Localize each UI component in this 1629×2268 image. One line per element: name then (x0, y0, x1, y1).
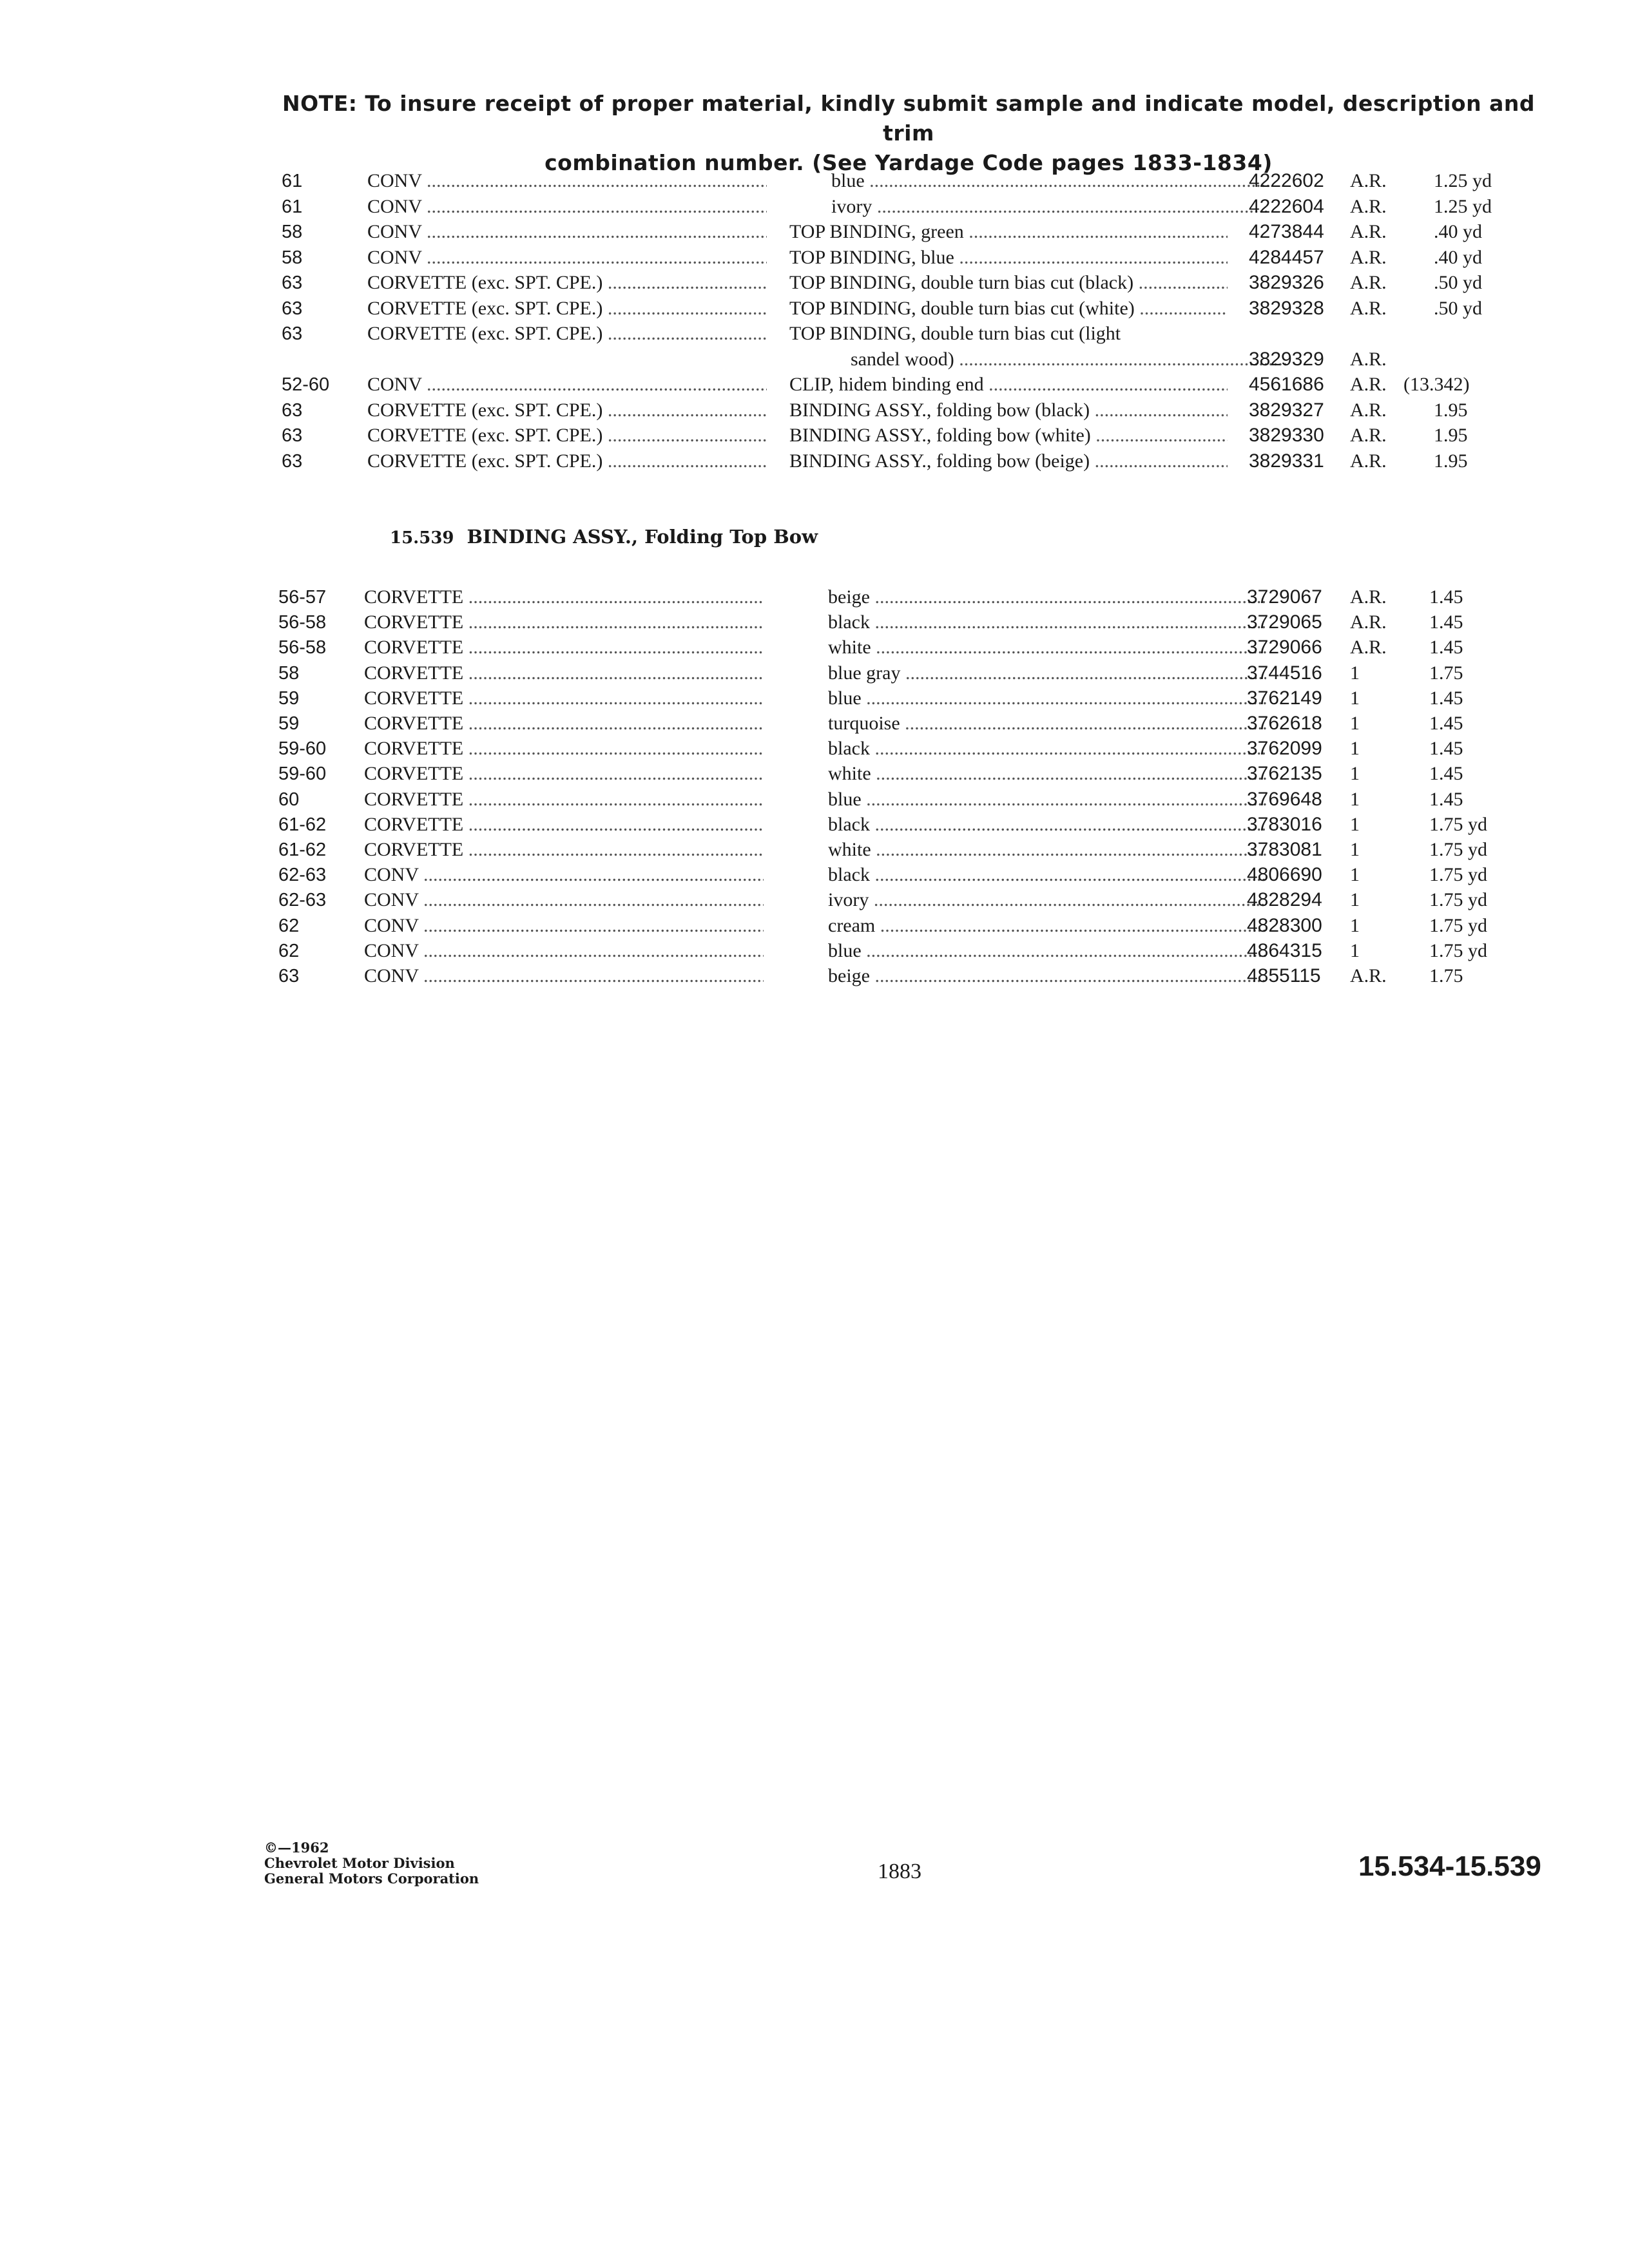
description-cell: beige ..... (828, 964, 1266, 988)
model-cell: CORVETTE ..... (364, 787, 764, 812)
description-cell: TOP BINDING, green ..... (789, 220, 1228, 244)
year-cell: 63 (282, 298, 303, 319)
quantity-cell: A.R. (1350, 637, 1387, 658)
model-cell: CORVETTE (exc. SPT. CPE.) ..... (367, 296, 767, 321)
year-cell: 56-58 (278, 612, 327, 633)
price-cell: 1.75 yd (1429, 939, 1487, 961)
price-cell: 1.45 (1429, 738, 1463, 760)
description-cell: TOP BINDING, double turn bias cut (light (789, 323, 1121, 344)
price-cell: (13.342) (1403, 374, 1470, 395)
model-cell: CONV ..... (367, 169, 767, 193)
year-cell: 58 (282, 222, 303, 242)
year-cell: 58 (282, 247, 303, 268)
year-cell: 61-62 (278, 840, 327, 860)
section-title (390, 526, 818, 548)
quantity-cell: 1 (1350, 839, 1360, 860)
part-number-cell: 3769648 (1247, 788, 1322, 810)
model-cell: CORVETTE ..... (364, 711, 764, 736)
note-line-2: combination number. (See Yardage Code pages 1833-1834) (545, 150, 1273, 175)
part-number-cell: 4273844 (1249, 221, 1324, 242)
description-cell: blue ..... (828, 686, 1266, 711)
model-cell: CORVETTE ..... (364, 838, 764, 862)
part-number-cell: 3783081 (1247, 839, 1322, 860)
model-cell: CORVETTE ..... (364, 610, 764, 635)
quantity-cell: 1 (1350, 687, 1360, 709)
year-cell: 62-63 (278, 865, 327, 886)
description-cell: blue gray ..... (828, 661, 1266, 686)
quantity-cell: 1 (1350, 864, 1360, 886)
year-cell: 62 (278, 940, 300, 961)
description-cell: ivory ..... (828, 888, 1266, 912)
price-cell: .40 yd (1434, 221, 1482, 242)
quantity-cell: A.R. (1350, 611, 1387, 633)
description-cell: white ..... (828, 762, 1266, 786)
description-cell: blue ..... (828, 939, 1266, 963)
year-cell: 63 (282, 323, 303, 344)
part-number-cell: 4828300 (1247, 914, 1322, 936)
model-cell: CONV ..... (367, 245, 767, 270)
price-cell: 1.45 (1429, 586, 1463, 608)
description-cell: CLIP, hidem binding end ..... (789, 372, 1228, 397)
model-cell: CONV ..... (367, 195, 767, 219)
year-cell: 59-60 (278, 738, 327, 760)
description-cell: blue ..... (828, 787, 1266, 812)
price-cell: 1.75 yd (1429, 864, 1487, 886)
price-cell: 1.45 (1429, 687, 1463, 709)
part-number-cell: 3729066 (1247, 637, 1322, 658)
quantity-cell: A.R. (1350, 450, 1387, 472)
price-cell: 1.75 yd (1429, 839, 1487, 860)
quantity-cell: 1 (1350, 813, 1360, 835)
part-number-cell: 4864315 (1247, 939, 1322, 961)
model-cell: CONV ..... (364, 964, 764, 988)
description-cell: sandel wood) ..... (851, 347, 1289, 372)
model-cell: CORVETTE ..... (364, 736, 764, 761)
part-number-cell: 3762099 (1247, 738, 1322, 760)
part-number-cell: 3829327 (1249, 399, 1324, 421)
price-cell: .50 yd (1434, 272, 1482, 293)
price-cell: 1.45 (1429, 763, 1463, 785)
part-number-cell: 3762149 (1247, 687, 1322, 709)
corporation-name: General Motors Corporation (264, 1870, 479, 1887)
quantity-cell: 1 (1350, 763, 1360, 785)
price-cell: 1.75 (1429, 965, 1463, 986)
part-number-cell: 3829331 (1249, 450, 1324, 472)
year-cell: 63 (282, 425, 303, 446)
year-cell: 63 (282, 450, 303, 472)
model-cell: CONV ..... (364, 863, 764, 887)
part-number-cell: 4855115 (1247, 965, 1321, 986)
description-cell: white ..... (828, 635, 1266, 660)
quantity-cell: A.R. (1350, 965, 1387, 986)
description-cell: beige ..... (828, 585, 1266, 610)
quantity-cell: A.R. (1350, 586, 1387, 608)
part-number-cell: 4828294 (1247, 889, 1322, 911)
year-cell: 58 (278, 662, 300, 684)
year-cell: 59 (278, 713, 300, 734)
quantity-cell: A.R. (1350, 374, 1387, 395)
model-cell: CORVETTE (exc. SPT. CPE.) ..... (367, 423, 767, 448)
price-cell: 1.75 (1429, 662, 1463, 684)
quantity-cell: A.R. (1350, 297, 1387, 319)
note (271, 89, 1547, 178)
price-cell: 1.75 yd (1429, 889, 1487, 911)
page-range: 15.534-15.539 (1358, 1850, 1541, 1882)
quantity-cell: A.R. (1350, 246, 1387, 268)
model-cell: CORVETTE (exc. SPT. CPE.) ..... (367, 449, 767, 474)
copyright: ©—1962 (264, 1840, 329, 1856)
quantity-cell: A.R. (1350, 348, 1387, 370)
year-cell: 56-57 (278, 587, 327, 608)
description-cell: turquoise ..... (828, 711, 1266, 736)
part-number-cell: 4561686 (1249, 374, 1324, 395)
description-cell: BINDING ASSY., folding bow (white) ..... (789, 423, 1228, 448)
quantity-cell: 1 (1350, 662, 1360, 684)
quantity-cell: A.R. (1350, 221, 1387, 242)
part-number-cell: 4222604 (1249, 195, 1324, 217)
model-cell: CONV ..... (367, 372, 767, 397)
quantity-cell: A.R. (1350, 399, 1387, 421)
description-cell: TOP BINDING, double turn bias cut (white) ..... (789, 296, 1228, 321)
year-cell: 61-62 (278, 814, 327, 835)
year-cell: 60 (278, 789, 300, 810)
year-cell: 59-60 (278, 764, 327, 785)
part-number-cell: 3829326 (1249, 272, 1324, 293)
quantity-cell: 1 (1350, 939, 1360, 961)
price-cell: 1.45 (1429, 713, 1463, 734)
model-cell: CONV ..... (364, 914, 764, 938)
quantity-cell: 1 (1350, 914, 1360, 936)
price-cell: 1.95 (1434, 425, 1468, 446)
model-cell: CORVETTE (exc. SPT. CPE.) ..... (367, 322, 767, 346)
price-cell: 1.45 (1429, 637, 1463, 658)
part-number-cell: 3829328 (1249, 297, 1324, 319)
quantity-cell: A.R. (1350, 425, 1387, 446)
description-cell: white ..... (828, 838, 1266, 862)
model-cell: CORVETTE ..... (364, 635, 764, 660)
price-cell: 1.75 yd (1429, 914, 1487, 936)
description-cell: black ..... (828, 610, 1266, 635)
note-line-1: NOTE: To insure receipt of proper material, kindly submit sample and indicate model, description and trim (282, 91, 1535, 146)
part-number-cell: 3729067 (1247, 586, 1322, 608)
year-cell: 52-60 (282, 374, 330, 395)
part-number-cell: 3762618 (1247, 713, 1322, 734)
model-cell: CORVETTE ..... (364, 661, 764, 686)
model-cell: CONV ..... (364, 888, 764, 912)
description-cell: TOP BINDING, blue ..... (789, 245, 1228, 270)
description-cell: BINDING ASSY., folding bow (black) ..... (789, 398, 1228, 423)
price-cell: 1.45 (1429, 788, 1463, 810)
section-number: 15.539 (390, 528, 454, 548)
model-cell: CORVETTE (exc. SPT. CPE.) ..... (367, 271, 767, 295)
page-number: 1883 (878, 1860, 921, 1883)
description-cell: blue ..... (831, 169, 1269, 193)
part-number-cell: 4806690 (1247, 864, 1322, 886)
description-cell: black ..... (828, 863, 1266, 887)
year-cell: 63 (278, 966, 300, 986)
description-cell: black ..... (828, 812, 1266, 837)
price-cell: 1.75 yd (1429, 813, 1487, 835)
price-cell: 1.25 yd (1434, 195, 1492, 217)
year-cell: 59 (278, 687, 300, 709)
description-cell: cream ..... (828, 914, 1266, 938)
quantity-cell: 1 (1350, 889, 1360, 911)
year-cell: 61 (282, 171, 303, 191)
footer-credits (264, 1840, 479, 1887)
model-cell: CORVETTE ..... (364, 686, 764, 711)
year-cell: 63 (282, 399, 303, 421)
part-number-cell: 4284457 (1249, 246, 1324, 268)
model-cell: CORVETTE ..... (364, 762, 764, 786)
price-cell: 1.45 (1429, 611, 1463, 633)
part-number-cell: 3762135 (1247, 763, 1322, 785)
price-cell: .40 yd (1434, 246, 1482, 268)
model-cell: CONV ..... (367, 220, 767, 244)
model-cell: CORVETTE ..... (364, 585, 764, 610)
part-number-cell: 3744516 (1247, 662, 1322, 684)
year-cell: 62-63 (278, 890, 327, 911)
model-cell: CORVETTE (exc. SPT. CPE.) ..... (367, 398, 767, 423)
price-cell: 1.95 (1434, 450, 1468, 472)
division-name: Chevrolet Motor Division (264, 1855, 455, 1871)
year-cell: 63 (282, 273, 303, 293)
year-cell: 62 (278, 915, 300, 936)
part-number-cell: 4222602 (1249, 170, 1324, 191)
price-cell: 1.95 (1434, 399, 1468, 421)
quantity-cell: 1 (1350, 713, 1360, 734)
model-cell: CORVETTE ..... (364, 812, 764, 837)
quantity-cell: A.R. (1350, 272, 1387, 293)
part-number-cell: 3729065 (1247, 611, 1322, 633)
year-cell: 56-58 (278, 637, 327, 658)
price-cell: 1.25 yd (1434, 170, 1492, 191)
part-number-cell: 3783016 (1247, 813, 1322, 835)
description-cell: black ..... (828, 736, 1266, 761)
section-name: BINDING ASSY., Folding Top Bow (467, 526, 818, 548)
description-cell: ivory ..... (831, 195, 1269, 219)
quantity-cell: 1 (1350, 788, 1360, 810)
price-cell: .50 yd (1434, 297, 1482, 319)
description-cell: BINDING ASSY., folding bow (beige) ..... (789, 449, 1228, 474)
model-cell: CONV ..... (364, 939, 764, 963)
year-cell: 61 (282, 196, 303, 217)
quantity-cell: A.R. (1350, 170, 1387, 191)
quantity-cell: A.R. (1350, 195, 1387, 217)
quantity-cell: 1 (1350, 738, 1360, 760)
part-number-cell: 3829330 (1249, 425, 1324, 446)
description-cell: TOP BINDING, double turn bias cut (black) ..... (789, 271, 1228, 295)
part-number-cell: 3829329 (1249, 348, 1324, 370)
